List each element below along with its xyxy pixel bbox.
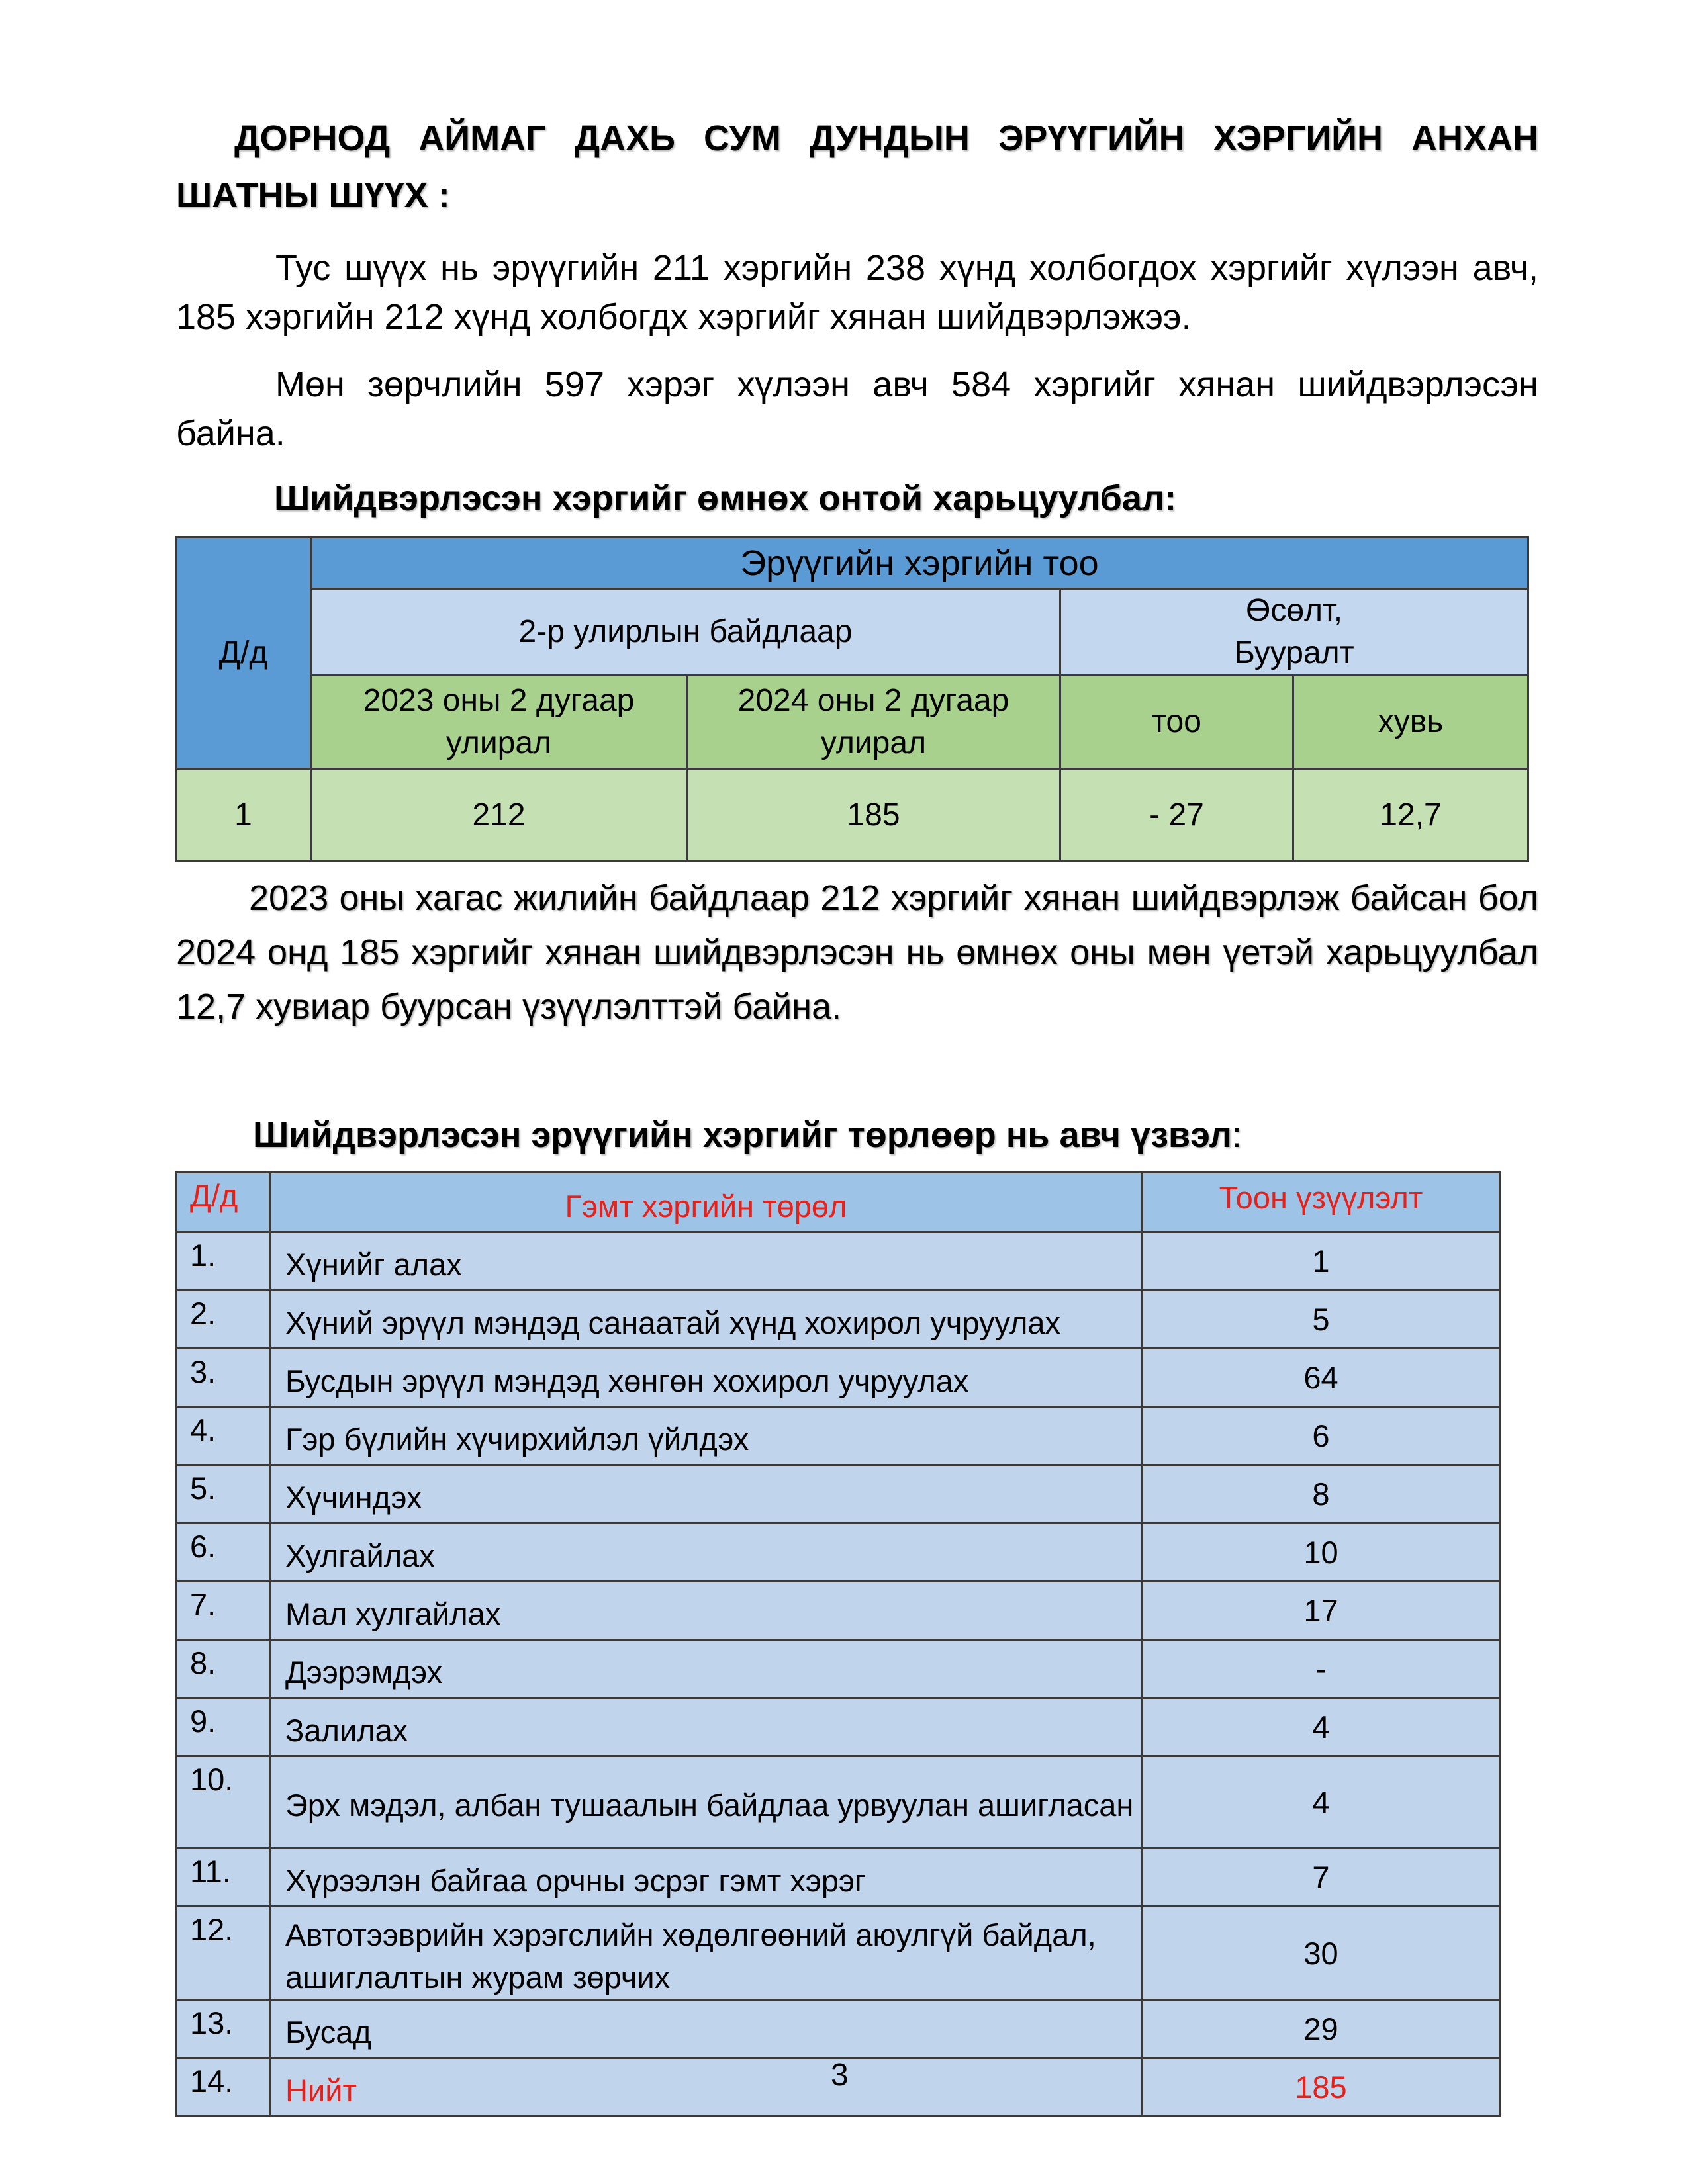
cell-dd: 2. [176,1291,270,1349]
cell-dd: 4. [176,1407,270,1465]
cell-crime-type: Эрх мэдэл, албан тушаалын байдлаа урвуулан ашигласан [270,1756,1143,1848]
table-row [176,1524,1500,1582]
cell-crime-type: Хүчиндэх [270,1465,1143,1524]
table-row [176,1907,1500,2000]
cell-crime-type: Залилах [270,1698,1143,1756]
cell-dd: 1 [176,769,311,862]
comparison-heading: Шийдвэрлэсэн хэргийг өмнөх онтой харьцуулбал: [274,478,1177,518]
cell-value: 10 [1143,1524,1500,1582]
cell-2023: 212 [311,769,687,862]
cell-crime-type: Хүний эрүүл мэндэд санаатай хүнд хохирол учруулах [270,1291,1143,1349]
cell-crime-type: Хүрээлэн байгаа орчны эсрэг гэмт хэрэг [270,1848,1143,1907]
cell-value: 4 [1143,1698,1500,1756]
cell-dd: 7. [176,1582,270,1640]
cell-dd: 6. [176,1524,270,1582]
table-row [176,1756,1500,1848]
cell-crime-type: Хүнийг алах [270,1232,1143,1291]
cell-crime-type: Бусад [270,2000,1143,2058]
col-value-header: Тоон үзүүлэлт [1143,1173,1500,1232]
table-row [176,1291,1500,1349]
cell-value: 8 [1143,1465,1500,1524]
paragraph-criminal-cases: Тус шүүх нь эрүүгийн 211 хэргийн 238 хүнд холбогдох хэргийг хүлээн авч, 185 хэргийн 212 хүнд холбогдх хэргийг хянан шийдвэрлэжээ. [176,248,1538,337]
cell-2024: 185 [687,769,1060,862]
group-change-header: Өсөлт, Бууралт [1060,589,1528,676]
group-quarter-header: 2-р улирлын байдлаар [311,589,1060,676]
col-type-header: Гэмт хэргийн төрөл [270,1173,1143,1232]
cell-dd: 9. [176,1698,270,1756]
table-row [176,1582,1500,1640]
col-count-header: тоо [1060,676,1293,769]
types-heading-text: Шийдвэрлэсэн эрүүгийн хэргийг төрлөөр нь авч үзвэл [253,1115,1232,1155]
cell-crime-type: Автотээврийн хэрэгслийн хөдөлгөөний аюулгүй байдал, ашиглалтын журам зөрчих [270,1907,1143,2000]
cell-value: 29 [1143,2000,1500,2058]
col-dd-header: Д/д [176,1173,270,1232]
table-row [176,1232,1500,1291]
crime-types-table [175,1171,1501,2117]
table-row [176,2000,1500,2058]
cell-value: 30 [1143,1907,1500,2000]
page-number: 3 [831,2058,849,2093]
cell-value: 17 [1143,1582,1500,1640]
table-row [176,1349,1500,1407]
cell-value: 7 [1143,1848,1500,1907]
paragraph-violations: Мөн зөрчлийн 597 хэрэг хүлээн авч 584 хэргийг хянан шийдвэрлэсэн байна. [176,365,1538,453]
cell-dd: 10. [176,1756,270,1848]
cell-crime-type: Нийт [270,2058,1143,2116]
court-heading: ДОРНОД АЙМАГ ДАХЬ СУМ ДУНДЫН ЭРҮҮГИЙН ХЭРГИЙН АНХАН ШАТНЫ ШҮҮХ : [176,118,1538,215]
paragraph-comparison-summary: 2023 оны хагас жилийн байдлаар 212 хэргийг хянан шийдвэрлэж байсан бол 2024 онд 185 хэргийг хянан шийдвэрлэсэн нь өмнөх оны мөн үетэй харьцуулбал 12,7 хувиар буурсан үзүүлэлттэй байна. [176,878,1538,1026]
cell-value: 64 [1143,1349,1500,1407]
types-header-row [176,1173,1500,1232]
cell-value: 185 [1143,2058,1500,2116]
cell-crime-type: Мал хулгайлах [270,1582,1143,1640]
col-2023-header: 2023 оны 2 дугаар улирал [311,676,687,769]
cell-dd: 13. [176,2000,270,2058]
table-row [176,1407,1500,1465]
comparison-table [175,536,1529,862]
cell-crime-type: Гэр бүлийн хүчирхийлэл үйлдэх [270,1407,1143,1465]
cell-dd: 11. [176,1848,270,1907]
col-percent-header: хувь [1293,676,1528,769]
cell-dd: 5. [176,1465,270,1524]
cell-value: 4 [1143,1756,1500,1848]
cell-dd: 8. [176,1640,270,1698]
cell-value: 5 [1143,1291,1500,1349]
table-row [176,1698,1500,1756]
table-row [176,1848,1500,1907]
cell-value: 6 [1143,1407,1500,1465]
cell-crime-type: Дээрэмдэх [270,1640,1143,1698]
types-heading-colon: : [1231,1115,1242,1155]
table-title: Эрүүгийн хэргийн тоо [311,537,1528,589]
cell-crime-type: Бусдын эрүүл мэндэд хөнгөн хохирол учруулах [270,1349,1143,1407]
cell-crime-type: Хулгайлах [270,1524,1143,1582]
cell-dd: 1. [176,1232,270,1291]
cell-dd: 12. [176,1907,270,2000]
cell-percent: 12,7 [1293,769,1528,862]
col-2024-header: 2024 оны 2 дугаар улирал [687,676,1060,769]
cell-dd: 3. [176,1349,270,1407]
cell-value: 1 [1143,1232,1500,1291]
types-heading [253,1115,1242,1156]
table-row [176,769,1528,862]
cell-count: - 27 [1060,769,1293,862]
col-dd-header: Д/д [176,537,311,769]
cell-value: - [1143,1640,1500,1698]
table-row [176,1465,1500,1524]
table-row [176,1640,1500,1698]
cell-dd: 14. [176,2058,270,2116]
